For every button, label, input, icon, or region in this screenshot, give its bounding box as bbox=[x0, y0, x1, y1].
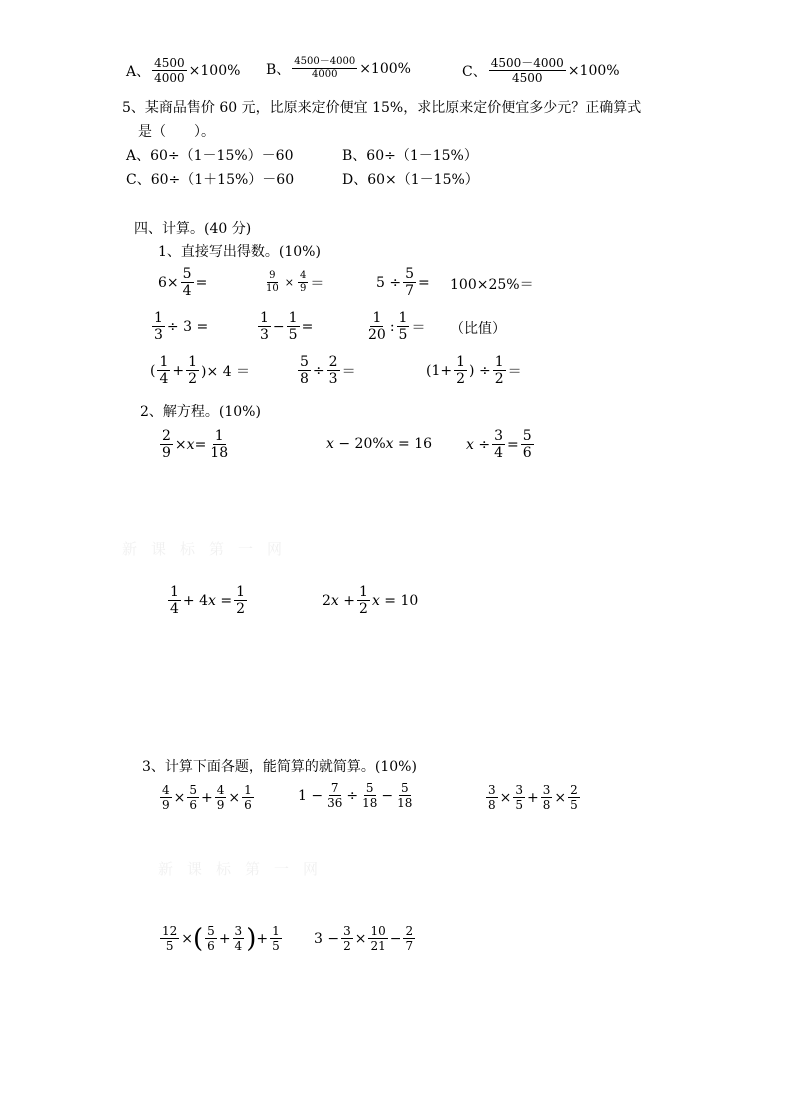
watermark-2: 新课标第一网 bbox=[158, 860, 333, 878]
q5-stem-line1: 5、某商品售价 60 元，比原来定价便宜 15%，求比原来定价便宜多少元？正确算式 bbox=[122, 100, 642, 116]
equation-5: 2x + $\frac{1}{2}$ x = 10 bbox=[322, 584, 419, 617]
equation-2: x − 20%x = 16 bbox=[326, 436, 433, 452]
subsection-1-title: 1、直接写出得数。(10%) bbox=[158, 244, 321, 260]
q4-option-c: C、 $\frac{4500-4000}{4500}$ ×100% bbox=[462, 56, 620, 85]
calc-1-4: 100×25%＝ bbox=[450, 277, 534, 293]
calc-2-1: $\frac{1}{3}$ ÷ 3 = bbox=[154, 310, 209, 343]
q5-option-c: C、60÷（1＋15%）－60 bbox=[126, 172, 295, 188]
option-label: B、 bbox=[266, 61, 291, 78]
subsection-2-title: 2、解方程。(10%) bbox=[140, 404, 261, 420]
q5-stem-line2: 是（ ）。 bbox=[138, 124, 215, 140]
calc-1-3: 5 ÷ $\frac{5}{7}$ = bbox=[376, 266, 430, 299]
calc-1-2: $\frac{9}{10}$ × $\frac{4}{9}$ ＝ bbox=[266, 270, 325, 294]
calc-3-1: ( $\frac{1}{4}$ + $\frac{1}{2}$ )× 4 ＝ bbox=[150, 354, 251, 387]
calc-2-2: $\frac{1}{3}$ − $\frac{1}{5}$ = bbox=[260, 310, 314, 343]
equation-3: x ÷ $\frac{3}{4}$ = $\frac{5}{6}$ bbox=[466, 428, 532, 461]
equation-4: $\frac{1}{4}$ + 4x = $\frac{1}{2}$ bbox=[170, 584, 246, 617]
simplify-3: $\frac{3}{8}$ × $\frac{3}{5}$ + $\frac{3}{8}$ × $\frac{2}{5}$ bbox=[488, 783, 578, 812]
watermark-1: 新课标第一网 bbox=[122, 540, 297, 558]
simplify-2: 1 − $\frac{7}{36}$ ÷ $\frac{5}{18}$ − $\frac{5}{18}$ bbox=[298, 781, 413, 810]
equation-1: $\frac{2}{9}$ ×x= $\frac{1}{18}$ bbox=[162, 428, 229, 461]
option-label: A、 bbox=[126, 63, 151, 80]
fraction: $\frac{4500-4000}{4500}$ bbox=[490, 56, 564, 85]
calc-3-2: $\frac{5}{8}$ ÷ $\frac{2}{3}$ ＝ bbox=[300, 354, 356, 387]
simplify-4: $\frac{12}{5}$ × ( $\frac{5}{6}$ + $\frac{3}{4}$ ) + $\frac{1}{5}$ bbox=[162, 923, 280, 954]
q4-option-a: A、 $\frac{4500}{4000}$ ×100% bbox=[126, 56, 241, 85]
calc-1-1: 6× $\frac{5}{4}$ = bbox=[158, 266, 208, 299]
q5-option-d: D、60×（1－15%） bbox=[342, 172, 479, 188]
ratio-note: （比值） bbox=[450, 321, 506, 337]
q4-option-b: B、 $\frac{4500-4000}{4000}$ ×100% bbox=[266, 56, 411, 80]
q5-option-b: B、60÷（1－15%） bbox=[342, 148, 478, 164]
q5-option-a: A、60÷（1－15%）－60 bbox=[126, 148, 294, 164]
simplify-5: 3 − $\frac{3}{2}$ × $\frac{10}{21}$ − $\frac{2}{7}$ bbox=[314, 924, 414, 953]
fraction: $\frac{4500}{4000}$ bbox=[154, 56, 185, 85]
fraction: $\frac{4500-4000}{4000}$ bbox=[294, 56, 356, 80]
option-label: C、 bbox=[462, 63, 487, 80]
simplify-1: $\frac{4}{9}$ × $\frac{5}{6}$ + $\frac{4}{9}$ × $\frac{1}{6}$ bbox=[162, 783, 252, 812]
section-title: 四、计算。(40 分) bbox=[134, 221, 252, 237]
calc-2-3: $\frac{1}{20}$ : $\frac{1}{5}$ ＝ bbox=[368, 310, 426, 343]
subsection-3-title: 3、计算下面各题，能简算的就简算。(10%) bbox=[142, 759, 417, 775]
calc-3-3: (1+ $\frac{1}{2}$ ) ÷ $\frac{1}{2}$ ＝ bbox=[426, 354, 522, 387]
